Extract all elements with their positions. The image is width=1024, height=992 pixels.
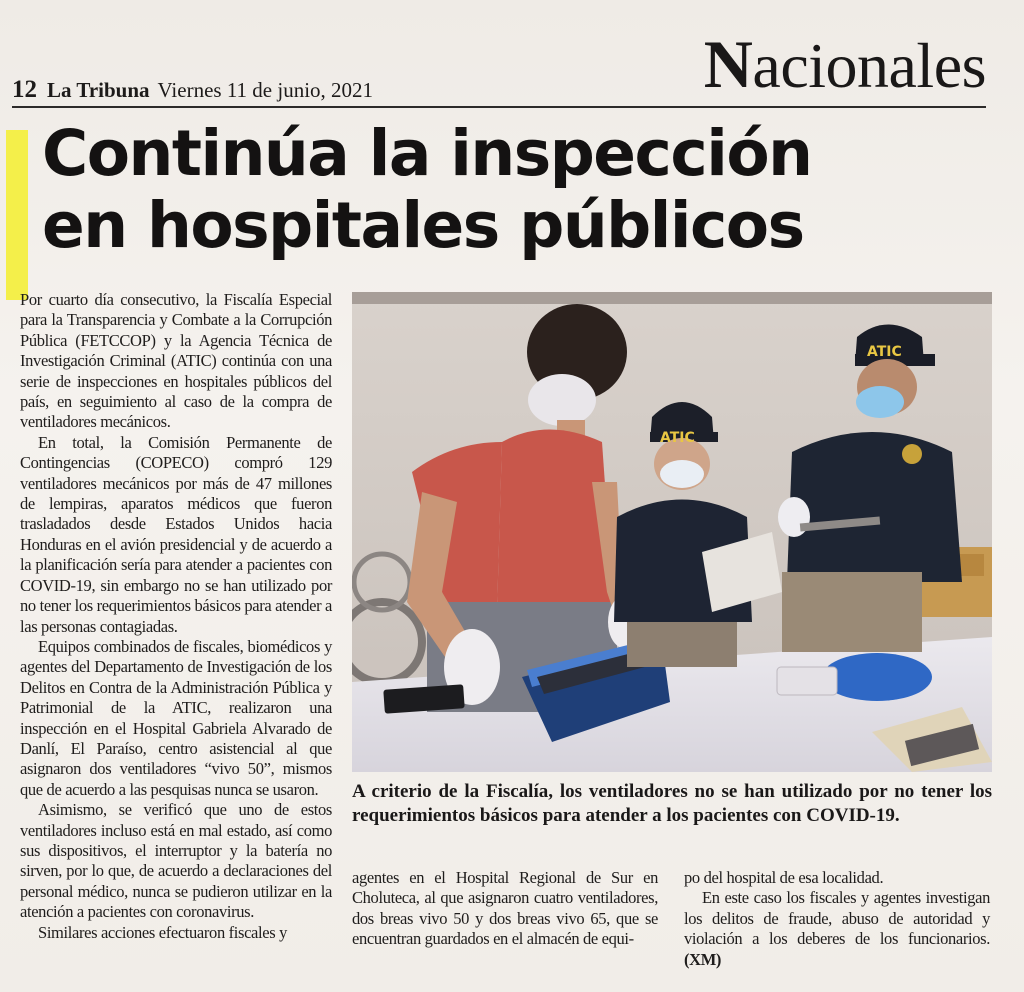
paragraph: po del hospital de esa localidad. (684, 868, 884, 887)
paragraph: Asimismo, se verificó que uno de estos ventiladores incluso está en mal estado, así como sus dispositivos, el interruptor y la batería no sirven, por lo que, de acuerdo a declaraciones del personal médico, nunca se pudieron utilizar en la atención a pacientes con coronavirus. (20, 800, 332, 922)
headline (42, 118, 992, 262)
author-signature: (XM) (684, 949, 722, 969)
page-number: 12 (12, 76, 37, 103)
article-column-1 (20, 290, 332, 943)
news-photo (352, 292, 992, 772)
article-column-3 (684, 868, 990, 970)
header-rule (12, 106, 986, 108)
paragraph: En total, la Comisión Permanente de Contingencias (COPECO) compró 129 ventiladores mecánicos por más de 47 millones de lempiras, aparatos médicos que fueron trasladados desde Estados Unidos hacia Honduras en el avión presidencial y de acuerdo a la planificación sería para atender a pacientes con COVID-19, sin embargo no se han utilizado por no tener los requerimientos básicos para atender a las personas contagiadas. (20, 432, 332, 636)
photo-illustration (352, 292, 992, 772)
article-column-2 (352, 868, 658, 950)
section-rest: acionales (752, 30, 986, 101)
paragraph: Por cuarto día consecutivo, la Fiscalía Especial para la Transparencia y Combate a la Corrupción Pública (FETCCOP) y la Agencia Técnica de Investigación Criminal (ATIC) continúa con una serie de inspecciones en hospitales públicos del país, en seguimiento al caso de la compra de ventiladores mecánicos. (20, 290, 332, 432)
paragraph: Equipos combinados de fiscales, biomédicos y agentes del Departamento de Investigación de los Delitos en Contra de la Administración Pública y Patrimonial de la ATIC, realizaron una inspección en el Hospital Gabriela Alvarado de Danlí, El Paraíso, centro asistencial al que asignaron dos ventiladores “vivo 50”, mismos que de acuerdo a las pesquisas nunca se usaron. (20, 636, 332, 799)
closing-text: En este caso los fiscales y agentes investigan los delitos de fraude, abuso de autoridad y violación a los deberes de los funcionarios. (684, 888, 990, 949)
headline-line-2: en hospitales públicos (42, 189, 804, 262)
cap-label: ATIC (660, 430, 695, 446)
paragraph: agentes en el Hospital Regional de Sur en Choluteca, al que asignaron cuatro ventiladores, dos breas vivo 50 y dos breas vivo 65, que se encuentran guardados en el almacén de equi- (352, 868, 658, 949)
section-title (703, 26, 986, 102)
paper-name: La Tribuna (47, 78, 150, 102)
section-initial: N (703, 26, 753, 102)
highlighter-mark (6, 130, 28, 300)
headline-line-1: Continúa la inspección (42, 117, 812, 190)
photo-caption: A criterio de la Fiscalía, los ventiladores no se han utilizado por no tener los requerimientos básicos para atender a los pacientes con COVID-19. (352, 781, 992, 826)
paragraph: Similares acciones efectuaron fiscales y (38, 922, 287, 942)
cap-label: ATIC (867, 344, 902, 360)
paragraph (684, 888, 990, 970)
issue-date: Viernes 11 de junio, 2021 (157, 78, 374, 102)
